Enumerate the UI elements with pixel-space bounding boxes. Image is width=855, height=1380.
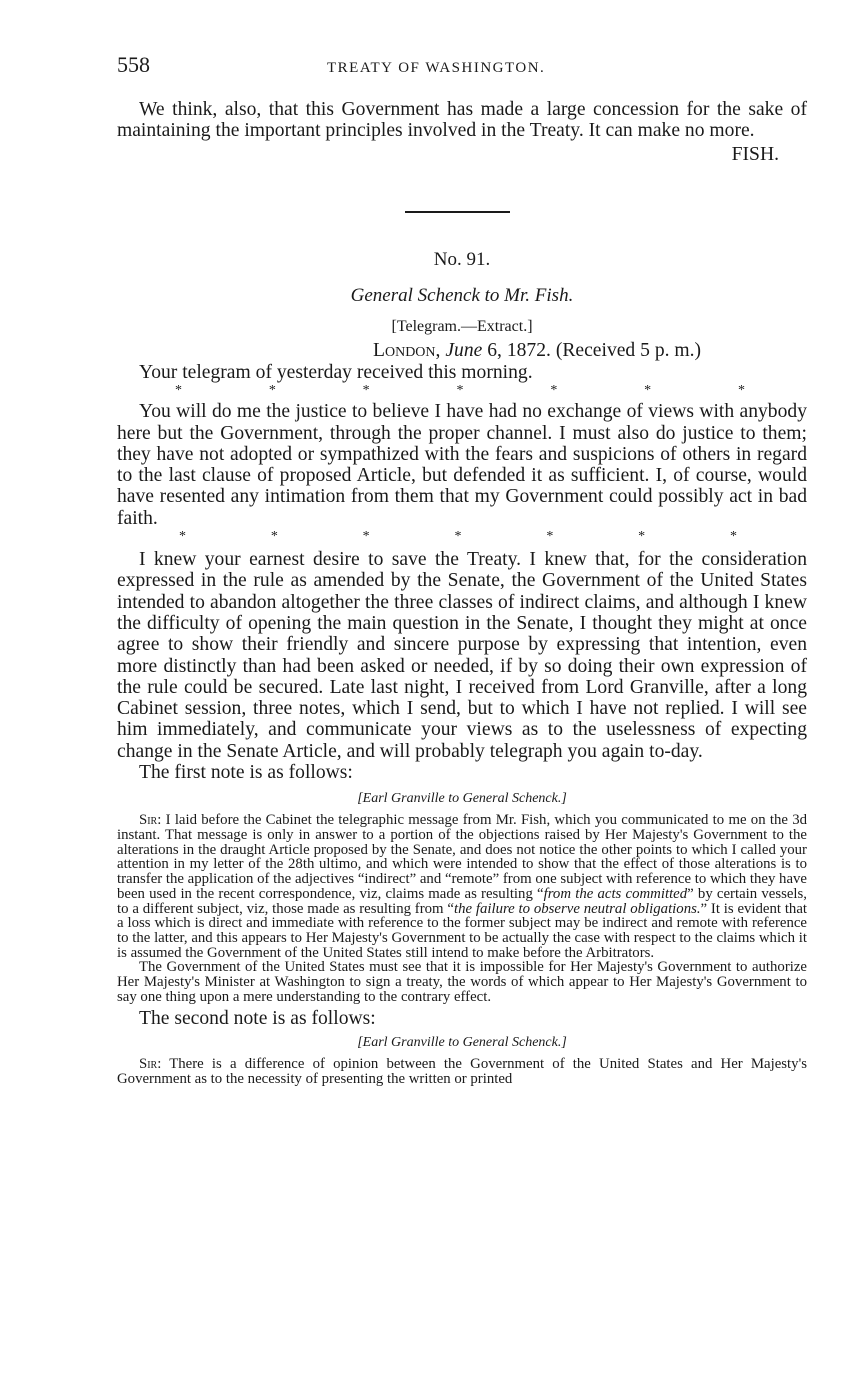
salutation: Sir: [139,1056,162,1073]
ellipsis-row-2 [117,529,807,545]
dateline [117,340,807,362]
telegram-paragraph-2: You will do me the justice to believe I have had no exchange of views with anybody here but the Government, through the proper channel. I must also do justice to them; they have not adopted or sympathized with the fears and suspicions of others in regard to the last clause of proposed Article, but defended it as sufficient. I, of course, would have resented any intimation from them that my Government could possibly act in bad faith. [117,401,807,529]
asterisk: * [644,383,652,399]
document-section [117,249,807,1087]
page-header [117,52,807,82]
asterisk: * [638,529,646,545]
first-note-paragraph-2: The Government of the United States must see that it is impossible for Her Majesty's Government to authorize Her Majesty's Minister at Washington to sign a treaty, the words of which appear to Her Majesty's Government to say one thing upon a mere understanding to the contrary effect. [117,959,807,1005]
first-note-quote-1: from the acts committed [543,885,688,902]
telegram-paragraph-4: The first note is as follows: [139,762,353,784]
second-note-text: There is a difference of opinion between the Government of the United States and Her Majesty's Government as to the necessity of presenting the written or printed [117,1056,807,1088]
asterisk: * [456,383,464,399]
asterisk: * [270,529,278,545]
dateline-month: June [445,340,483,361]
salutation: Sir: [139,812,162,829]
asterisk: * [362,383,370,399]
page-number: 558 [117,52,150,77]
first-note-quote-2: the failure to observe neutral obligations. [453,900,701,917]
asterisk: * [179,529,186,545]
running-head: TREATY OF WASHINGTON. [327,60,546,76]
dateline-rest: 6, 1872. (Received 5 p. m.) [487,340,702,361]
first-note-paragraph-1 [117,813,807,960]
first-note-text-a: I laid before the Cabinet the telegraphic message from Mr. Fish, which you communicated to me on the 3d instant. That message is only in answer to a portion of the objections raised by Her Majesty's Government to the alterations in the draught Article proposed by the Senate, and does not notice the other points to which I called your attention in my letter of the 28th ultimo, and which were intended to show that the effect of those alterations is to transfer the application of the adjectives “indirect” and “remote” from one subject with reference to which they have been used in the recent correspondence, viz, claims made as resulting “ [117,812,808,902]
opening-section [117,99,807,166]
first-note-heading: [Earl Granville to General Schenck.] [357,791,567,807]
telegram-paragraph-1: Your telegram of yesterday received this morning. [139,362,533,383]
signature: FISH. [731,143,779,165]
second-note-heading: [Earl Granville to General Schenck.] [357,1035,567,1051]
second-note-paragraph-1 [117,1057,807,1086]
document-title: General Schenck to Mr. Fish. [350,285,574,306]
asterisk: * [737,383,745,399]
document-note: [Telegram.—Extract.] [391,318,533,335]
asterisk: * [454,529,462,545]
first-note-text-b: ” by certain vessels, to a different subject, viz, those made as resulting from “ [117,885,807,917]
asterisk: * [550,383,558,399]
asterisk: * [362,529,370,545]
first-note-text-c: ” It is evident that a loss which is direct and immediate with reference to the former subject may be indirect and remote with reference to the latter, and this appears to Her Majesty's Government to be actually the case with respect to the claims which it is assumed the Government of the United States still intend to make before the Arbitrators. [117,900,808,961]
asterisk: * [175,383,182,399]
telegram-paragraph-3: I knew your earnest desire to save the Treaty. I knew that, for the consideration expressed in the rule as amended by the Senate, the Government of the United States intended to abandon altogether the three classes of indirect claims, and although I knew the difficulty of opening the main question in the Senate, I thought they might at once agree to show their friendly and sincere purpose by expressing that intention, even more distinctly than had been asked or needed, if by so doing their own expression of the rule could be secured. Late last night, I received from Lord Granville, after a long Cabinet session, three notes, which I send, but to which I have not replied. I will see him immediately, and communicate your views as to the uselessness of expecting change in the Senate Article, and will probably telegraph you again to-day. [117,549,807,762]
section-divider [405,211,510,213]
document-number: No. 91. [433,249,491,270]
opening-paragraph: We think, also, that this Government has made a large concession for the sake of maintaining the important principles involved in the Treaty. It can make no more. [117,99,807,142]
asterisk: * [546,529,554,545]
asterisk: * [729,529,737,545]
second-note-intro: The second note is as follows: [139,1008,376,1030]
ellipsis-row-1 [117,383,807,399]
dateline-place: London, [373,340,441,361]
asterisk: * [268,383,276,399]
